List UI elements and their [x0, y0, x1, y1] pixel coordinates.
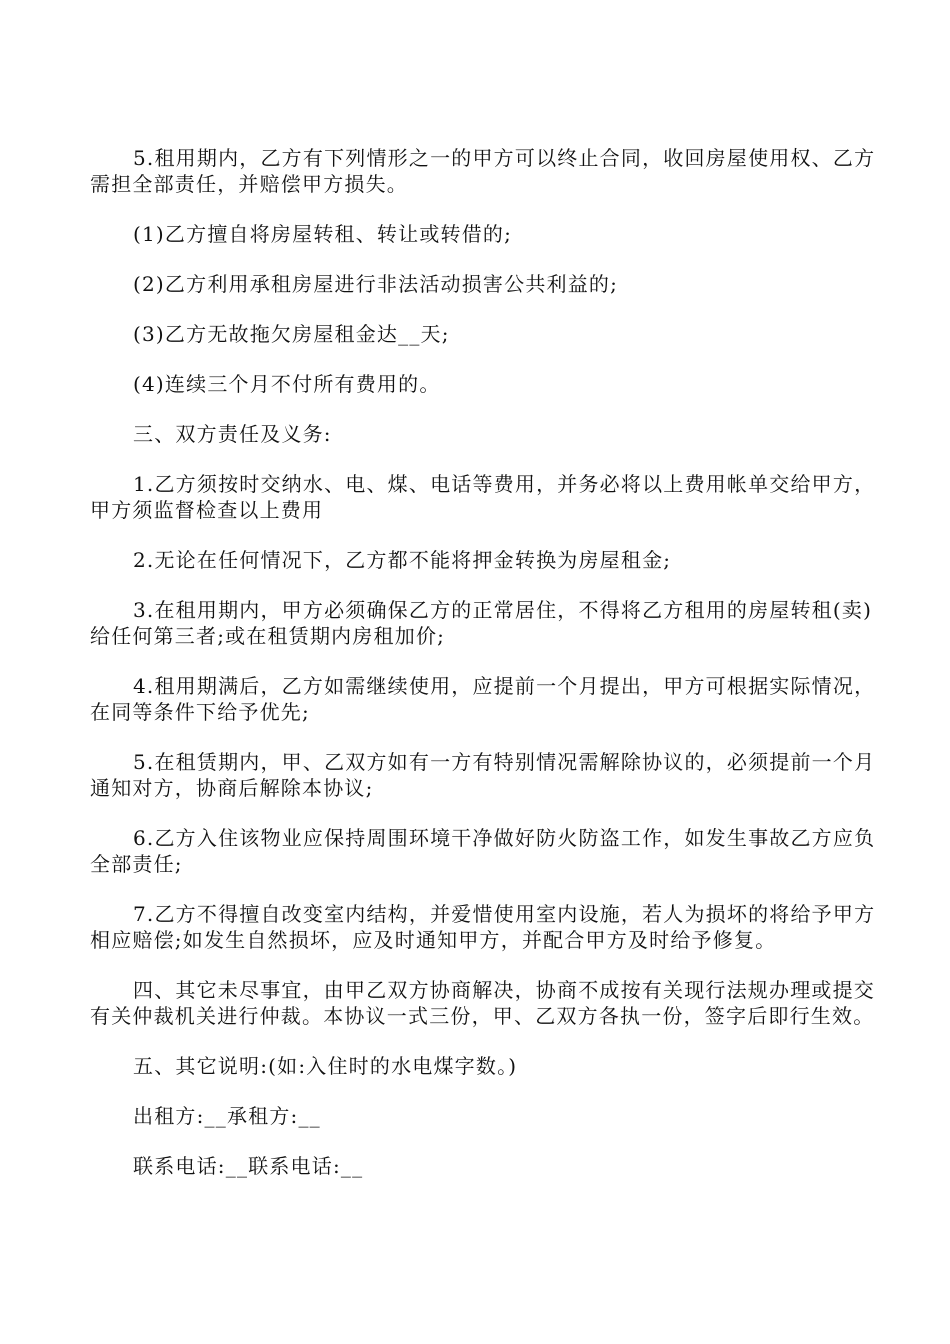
document-body [90, 145, 880, 1203]
responsibility-item-6: 6.乙方入住该物业应保持周围环境干净做好防火防盗工作，如发生事故乙方应负全部责任; [90, 826, 876, 876]
signature-parties-line: 出租方:__承租方:__ [133, 1104, 321, 1128]
responsibility-item-4: 4.租用期满后，乙方如需继续使用，应提前一个月提出，甲方可根据实际情况，在同等条件下给予优先; [90, 674, 876, 724]
termination-item-3: (3)乙方无故拖欠房屋租金达__天; [133, 322, 450, 346]
section-other-notes: 五、其它说明:(如:入住时的水电煤字数。) [133, 1054, 518, 1078]
responsibility-item-2: 2.无论在任何情况下，乙方都不能将押金转换为房屋租金; [133, 548, 672, 572]
clause-termination: 5.租用期内，乙方有下列情形之一的甲方可以终止合同，收回房屋使用权、乙方需担全部责任，并赔偿甲方损失。 [90, 146, 876, 196]
termination-item-1: (1)乙方擅自将房屋转租、转让或转借的; [133, 222, 513, 246]
responsibility-item-3: 3.在租用期内，甲方必须确保乙方的正常居住，不得将乙方租用的房屋转租(卖)给任何第三者;或在租赁期内房租加价; [90, 598, 873, 648]
responsibility-item-5: 5.在租赁期内，甲、乙双方如有一方有特别情况需解除协议的，必须提前一个月通知对方，协商后解除本协议; [90, 750, 876, 800]
termination-item-4: (4)连续三个月不付所有费用的。 [133, 372, 441, 396]
termination-item-2: (2)乙方利用承租房屋进行非法活动损害公共利益的; [133, 272, 619, 296]
section-other-matters: 四、其它未尽事宜，由甲乙双方协商解决，协商不成按有关现行法规办理或提交有关仲裁机关进行仲裁。本协议一式三份，甲、乙双方各执一份，签字后即行生效。 [90, 978, 875, 1028]
responsibility-item-1: 1.乙方须按时交纳水、电、煤、电话等费用，并务必将以上费用帐单交给甲方，甲方须监督检查以上费用 [90, 472, 876, 522]
section-heading-responsibilities: 三、双方责任及义务: [133, 422, 332, 446]
contact-phone-line: 联系电话:__联系电话:__ [133, 1154, 364, 1178]
responsibility-item-7: 7.乙方不得擅自改变室内结构，并爱惜使用室内设施，若人为损坏的将给予甲方相应赔偿;如发生自然损坏，应及时通知甲方，并配合甲方及时给予修复。 [90, 902, 876, 952]
